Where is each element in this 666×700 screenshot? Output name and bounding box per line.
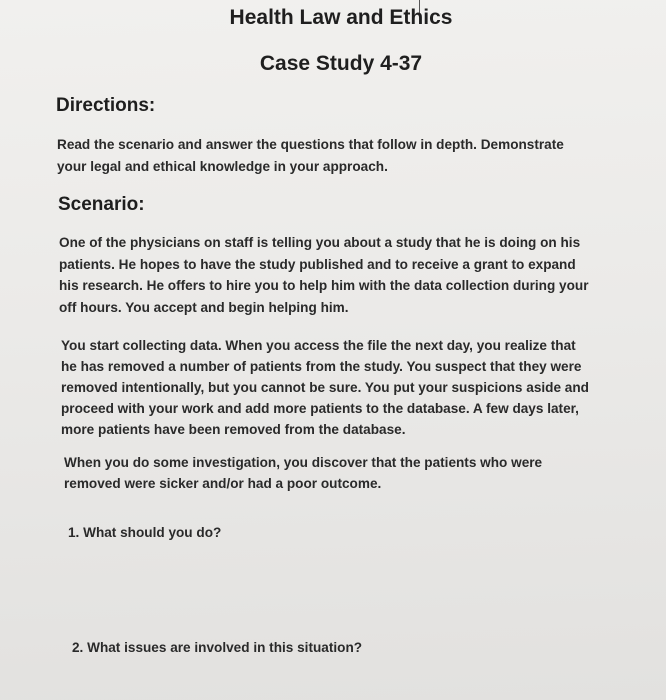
question-item: 2. What issues are involved in this situation? [72,640,363,655]
scenario-paragraph: One of the physicians on staff is telling you about a study that he is doing on his patients. He hopes to have the study published and to receive a grant to expand his research. He offers to hire you to help him with the data collection during your off hours. You accept and begin helping him. [59,235,589,315]
case-study-subtitle: Case Study 4-37 [259,52,423,75]
scenario-heading: Scenario: [58,194,145,215]
page-title: Health Law and Ethics [229,6,453,29]
scenario-paragraph: You start collecting data. When you access the file the next day, you realize that he has removed a number of patients from the study. You suspect that they were removed intentionally, but you cannot be sure. You put your suspicions aside and proceed with your work and add more patients to the database. A few days later, more patients have been removed from the database. [61,338,589,437]
directions-heading: Directions: [56,95,156,116]
question-item: 1. What should you do? [68,525,222,540]
directions-text: Read the scenario and answer the questions that follow in depth. Demonstrate your legal and ethical knowledge in your approach. [57,137,564,174]
scenario-paragraph: When you do some investigation, you discover that the patients who were removed were sicker and/or had a poor outcome. [64,455,543,491]
